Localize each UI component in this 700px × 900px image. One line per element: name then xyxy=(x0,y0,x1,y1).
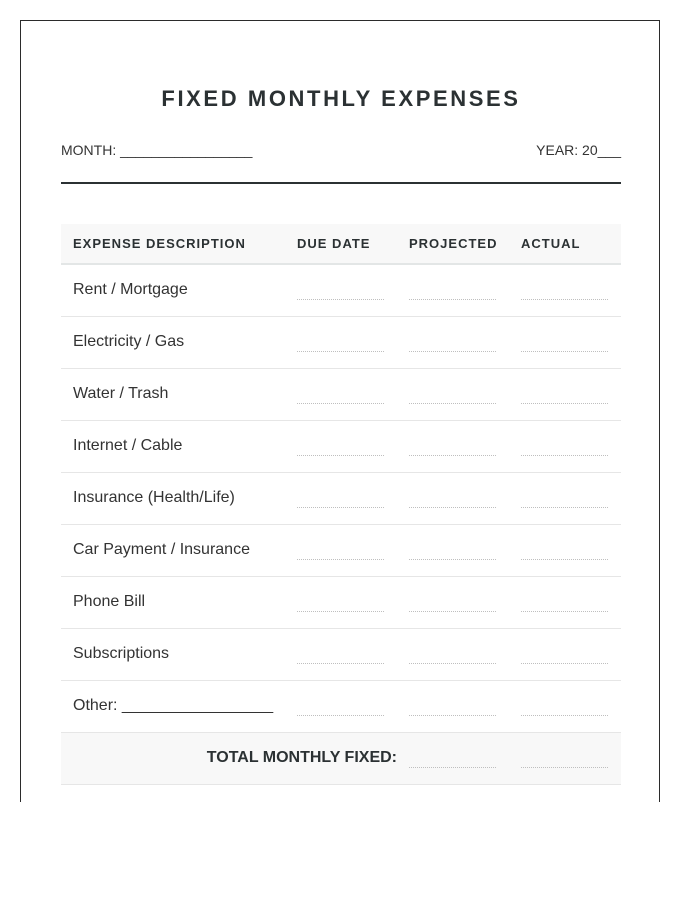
projected-blank[interactable] xyxy=(397,420,509,472)
expense-description: Subscriptions xyxy=(61,628,285,680)
header-due-date: DUE DATE xyxy=(285,224,397,264)
expense-description: Phone Bill xyxy=(61,576,285,628)
month-field[interactable]: MONTH: _________________ xyxy=(61,142,253,158)
due-date-blank[interactable] xyxy=(285,680,397,732)
actual-blank[interactable] xyxy=(509,368,621,420)
actual-blank[interactable] xyxy=(509,316,621,368)
expense-description: Water / Trash xyxy=(61,368,285,420)
projected-blank[interactable] xyxy=(397,680,509,732)
table-row xyxy=(61,368,621,420)
table-row xyxy=(61,524,621,576)
table-row xyxy=(61,628,621,680)
total-label: TOTAL MONTHLY FIXED: xyxy=(61,732,397,784)
table-row xyxy=(61,264,621,316)
actual-blank[interactable] xyxy=(509,576,621,628)
projected-blank[interactable] xyxy=(397,524,509,576)
due-date-blank[interactable] xyxy=(285,264,397,316)
table-row xyxy=(61,576,621,628)
projected-blank[interactable] xyxy=(397,576,509,628)
projected-blank[interactable] xyxy=(397,316,509,368)
due-date-blank[interactable] xyxy=(285,316,397,368)
expense-description: Car Payment / Insurance xyxy=(61,524,285,576)
total-actual-blank[interactable] xyxy=(509,732,621,784)
projected-blank[interactable] xyxy=(397,628,509,680)
header-divider xyxy=(61,182,621,184)
expense-description: Rent / Mortgage xyxy=(61,264,285,316)
header-projected: PROJECTED xyxy=(397,224,509,264)
header-expense-description: EXPENSE DESCRIPTION xyxy=(61,224,285,264)
actual-blank[interactable] xyxy=(509,680,621,732)
total-projected-blank[interactable] xyxy=(397,732,509,784)
actual-blank[interactable] xyxy=(509,264,621,316)
actual-blank[interactable] xyxy=(509,472,621,524)
due-date-blank[interactable] xyxy=(285,368,397,420)
due-date-blank[interactable] xyxy=(285,420,397,472)
table-row xyxy=(61,420,621,472)
page-title: FIXED MONTHLY EXPENSES xyxy=(161,86,521,111)
table-header-row xyxy=(61,224,621,264)
expense-description: Insurance (Health/Life) xyxy=(61,472,285,524)
table-row xyxy=(61,680,621,732)
year-field[interactable]: YEAR: 20___ xyxy=(536,142,621,158)
header-actual: ACTUAL xyxy=(509,224,621,264)
expense-description: Electricity / Gas xyxy=(61,316,285,368)
expense-description: Internet / Cable xyxy=(61,420,285,472)
projected-blank[interactable] xyxy=(397,472,509,524)
due-date-blank[interactable] xyxy=(285,472,397,524)
actual-blank[interactable] xyxy=(509,420,621,472)
actual-blank[interactable] xyxy=(509,524,621,576)
table-row xyxy=(61,316,621,368)
total-row xyxy=(61,732,621,784)
due-date-blank[interactable] xyxy=(285,576,397,628)
table-row xyxy=(61,472,621,524)
projected-blank[interactable] xyxy=(397,264,509,316)
due-date-blank[interactable] xyxy=(285,628,397,680)
due-date-blank[interactable] xyxy=(285,524,397,576)
expenses-table xyxy=(61,224,621,785)
actual-blank[interactable] xyxy=(509,628,621,680)
expense-description-other[interactable]: Other: _________________ xyxy=(61,680,285,732)
projected-blank[interactable] xyxy=(397,368,509,420)
